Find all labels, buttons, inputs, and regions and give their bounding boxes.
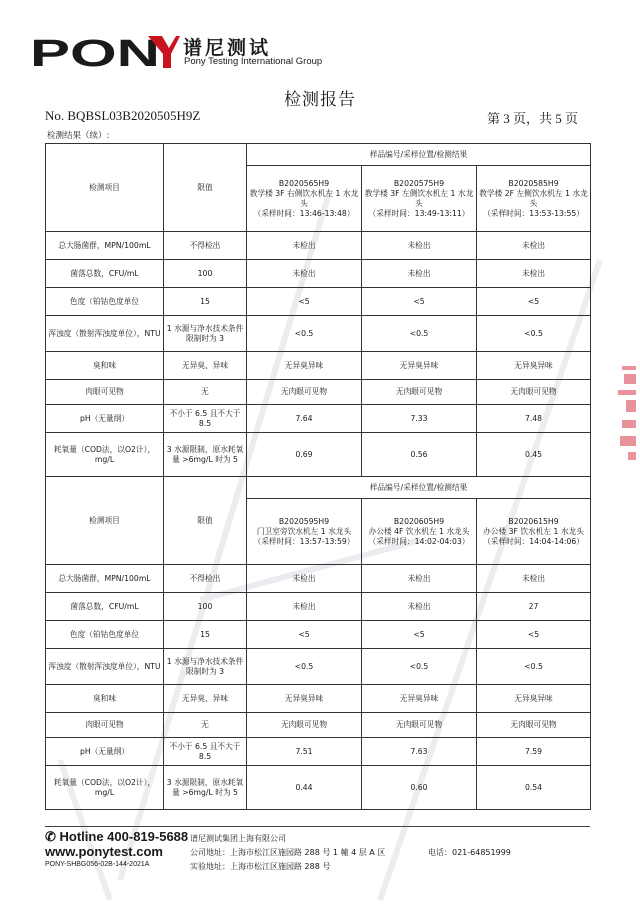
sample-header: B2020615H9 办公楼 3F 饮水机左 1 水龙头 （采样时间：14:04-14:06） — [477, 499, 591, 565]
result-cell: 0.69 — [247, 433, 362, 477]
report-title: 检测报告 — [284, 90, 356, 110]
result-cell: <5 — [477, 288, 591, 316]
result-cell: 0.60 — [362, 766, 477, 810]
row-item: 菌落总数，CFU/mL — [46, 260, 164, 288]
result-cell: 无异臭异味 — [247, 352, 362, 380]
group-header: 样品编号/采样位置/检测结果 — [247, 477, 591, 499]
result-cell: 0.56 — [362, 433, 477, 477]
group-header: 样品编号/采样位置/检测结果 — [247, 144, 591, 166]
result-cell: 7.64 — [247, 405, 362, 433]
sample-header: B2020565H9 教学楼 3F 右侧饮水机左 1 水龙头 （采样时间：13:46-13:48） — [247, 166, 362, 232]
result-cell: <5 — [247, 621, 362, 649]
row-limit: 1 水源与净水技术条件限制时为 3 — [164, 649, 247, 685]
row-limit: 无 — [164, 380, 247, 405]
footer-divider — [45, 826, 590, 827]
row-item: 色度（铂钴色度单位 — [46, 621, 164, 649]
result-cell: <0.5 — [477, 316, 591, 352]
row-item: pH（无量纲） — [46, 738, 164, 766]
result-cell: <5 — [247, 288, 362, 316]
result-cell: <5 — [362, 621, 477, 649]
result-cell: 无肉眼可见物 — [247, 380, 362, 405]
row-limit: 100 — [164, 593, 247, 621]
form-number: PONY-SHBG056-02B-144-2021A — [45, 861, 150, 868]
report-number: No. BQBSL03B2020505H9Z — [45, 108, 201, 123]
row-limit: 不得检出 — [164, 565, 247, 593]
result-cell: 无肉眼可见物 — [362, 380, 477, 405]
brand-name-en: Pony Testing International Group — [184, 56, 323, 67]
row-limit: 无 — [164, 713, 247, 738]
result-cell: <0.5 — [247, 316, 362, 352]
item-header: 检测项目 — [46, 144, 164, 232]
result-cell: 未检出 — [362, 260, 477, 288]
pony-logo — [30, 34, 180, 70]
svg-text:PON: PON — [30, 34, 160, 70]
result-cell: <5 — [362, 288, 477, 316]
result-cell: <0.5 — [477, 649, 591, 685]
row-item: 臭和味 — [46, 352, 164, 380]
result-cell: 未检出 — [247, 593, 362, 621]
seal-stamp — [600, 360, 640, 470]
telephone: 电话：021-64851999 — [428, 848, 511, 857]
result-cell: 无肉眼可见物 — [477, 380, 591, 405]
company-address: 公司地址：上海市松江区施园路 288 号 1 幢 4 层 A 区 — [190, 848, 386, 857]
row-item: 总大肠菌群，MPN/100mL — [46, 232, 164, 260]
row-limit: 不得检出 — [164, 232, 247, 260]
result-cell: 27 — [477, 593, 591, 621]
result-cell: 7.63 — [362, 738, 477, 766]
result-cell: 未检出 — [362, 232, 477, 260]
result-cell: 无肉眼可见物 — [362, 713, 477, 738]
limit-header: 限值 — [164, 477, 247, 565]
result-cell: 无肉眼可见物 — [477, 713, 591, 738]
row-limit: 15 — [164, 288, 247, 316]
result-cell: <5 — [477, 621, 591, 649]
row-limit: 1 水源与净水技术条件限制时为 3 — [164, 316, 247, 352]
row-limit: 3 水源限制，原水耗氧量 >6mg/L 时为 5 — [164, 433, 247, 477]
website-link[interactable]: www.ponytest.com — [45, 844, 163, 859]
page-info: 第 3 页，共 5 页 — [486, 111, 578, 126]
item-header: 检测项目 — [46, 477, 164, 565]
row-limit: 15 — [164, 621, 247, 649]
result-cell: 未检出 — [362, 593, 477, 621]
row-limit: 100 — [164, 260, 247, 288]
result-cell: 未检出 — [477, 565, 591, 593]
sample-header: B2020595H9 门卫室旁饮水机左 1 水龙头 （采样时间：13:57-13:59） — [247, 499, 362, 565]
result-cell: 未检出 — [477, 232, 591, 260]
result-cell: 无异臭异味 — [477, 352, 591, 380]
row-item: 浑浊度（散射浑浊度单位），NTU — [46, 316, 164, 352]
row-item: 总大肠菌群，MPN/100mL — [46, 565, 164, 593]
result-cell: 未检出 — [247, 232, 362, 260]
lab-address: 实验地址：上海市松江区施园路 288 号 — [190, 862, 331, 871]
row-item: 浑浊度（散射浑浊度单位），NTU — [46, 649, 164, 685]
row-item: 耗氧量（COD法，以O2计），mg/L — [46, 433, 164, 477]
result-cell: 无异臭异味 — [477, 685, 591, 713]
row-item: pH（无量纲） — [46, 405, 164, 433]
result-cell: 0.54 — [477, 766, 591, 810]
result-cell: 7.33 — [362, 405, 477, 433]
result-cell: 未检出 — [477, 260, 591, 288]
result-cell: 7.48 — [477, 405, 591, 433]
row-item: 色度（铂钴色度单位 — [46, 288, 164, 316]
result-cell: 无异臭异味 — [247, 685, 362, 713]
row-item: 菌落总数，CFU/mL — [46, 593, 164, 621]
result-cell: 未检出 — [362, 565, 477, 593]
sample-header: B2020605H9 办公楼 4F 饮水机左 1 水龙头 （采样时间：14:02-04:03） — [362, 499, 477, 565]
result-cell: 7.59 — [477, 738, 591, 766]
sample-header: B2020575H9 教学楼 3F 左侧饮水机左 1 水龙头 （采样时间：13:49-13:11） — [362, 166, 477, 232]
result-cell: <0.5 — [362, 316, 477, 352]
result-cell: 未检出 — [247, 260, 362, 288]
result-cell: 无异臭异味 — [362, 352, 477, 380]
sample-header: B2020585H9 教学楼 2F 左侧饮水机左 1 水龙头 （采样时间：13:53-13:55） — [477, 166, 591, 232]
result-cell: 无异臭异味 — [362, 685, 477, 713]
result-cell: 7.51 — [247, 738, 362, 766]
row-limit: 不小于 6.5 且不大于 8.5 — [164, 738, 247, 766]
result-cell: 0.44 — [247, 766, 362, 810]
phone-icon: ✆ — [45, 829, 60, 844]
result-cell: 未检出 — [247, 565, 362, 593]
continued-label: 检测结果（续）: — [47, 131, 110, 141]
row-item: 肉眼可见物 — [46, 713, 164, 738]
row-item: 肉眼可见物 — [46, 380, 164, 405]
company-name: 谱尼测试集团上海有限公司 — [190, 834, 286, 843]
row-limit: 3 水源限制，原水耗氧量 >6mg/L 时为 5 — [164, 766, 247, 810]
result-cell: 0.45 — [477, 433, 591, 477]
result-cell: <0.5 — [247, 649, 362, 685]
row-item: 耗氧量（COD法，以O2计），mg/L — [46, 766, 164, 810]
row-limit: 无异臭、异味 — [164, 352, 247, 380]
result-cell: <0.5 — [362, 649, 477, 685]
row-limit: 无异臭、异味 — [164, 685, 247, 713]
row-limit: 不小于 6.5 且不大于 8.5 — [164, 405, 247, 433]
results-table — [45, 143, 591, 810]
limit-header: 限值 — [164, 144, 247, 232]
row-item: 臭和味 — [46, 685, 164, 713]
result-cell: 无肉眼可见物 — [247, 713, 362, 738]
brand-name-cn: 谱尼测试 — [183, 37, 272, 59]
hotline: ✆ Hotline 400-819-5688 — [45, 829, 189, 844]
